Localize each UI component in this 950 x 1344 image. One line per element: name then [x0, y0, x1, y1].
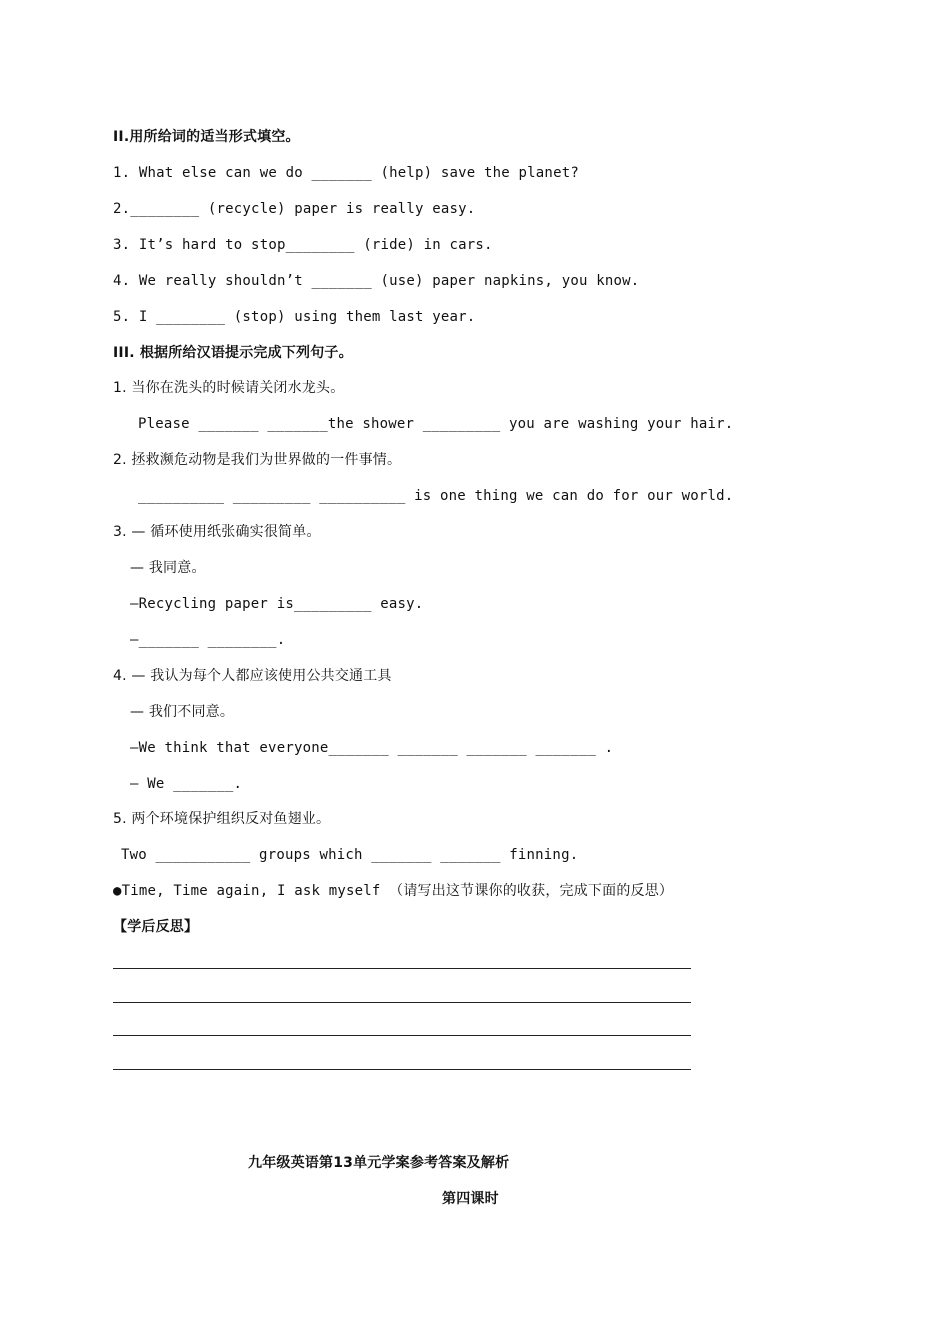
q4-english-line-2: — We _______. — [130, 776, 243, 792]
fill-blank-item-4: 4. We really shouldn’t _______ (use) paper napkins, you know. — [113, 273, 640, 289]
q3-chinese-prompt-1: 3. — 循环使用纸张确实很简单。 — [113, 524, 321, 540]
q4-english-line-1: —We think that everyone_______ _______ _______ _______ . — [130, 740, 614, 756]
reflection-writing-line — [113, 1002, 691, 1003]
q4-chinese-prompt-2: — 我们不同意。 — [130, 704, 235, 720]
section-2-heading: II.用所给词的适当形式填空。 — [113, 129, 300, 145]
answer-key-subtitle: 第四课时 — [442, 1191, 499, 1207]
fill-blank-item-5: 5. I ________ (stop) using them last year. — [113, 309, 476, 325]
fill-blank-item-1: 1. What else can we do _______ (help) save the planet? — [113, 165, 579, 181]
q3-chinese-prompt-2: — 我同意。 — [130, 560, 206, 576]
q2-chinese-prompt: 2. 拯救濒危动物是我们为世界做的一件事情。 — [113, 452, 402, 468]
q3-english-line-1: —Recycling paper is_________ easy. — [130, 596, 424, 612]
q5-chinese-prompt: 5. 两个环境保护组织反对鱼翅业。 — [113, 811, 331, 827]
q1-english-sentence: Please _______ _______the shower _________ you are washing your hair. — [138, 416, 734, 432]
reflection-writing-line — [113, 1069, 691, 1070]
reflection-prompt: ●Time, Time again, I ask myself （请写出这节课你的收获，完成下面的反思） — [113, 883, 674, 899]
reflection-heading: 【学后反思】 — [113, 919, 199, 935]
reflection-writing-line — [113, 1035, 691, 1036]
answer-key-title: 九年级英语第13单元学案参考答案及解析 — [248, 1155, 510, 1171]
fill-blank-item-3: 3. It’s hard to stop________ (ride) in cars. — [113, 237, 493, 253]
section-3-heading: III. 根据所给汉语提示完成下列句子。 — [113, 345, 353, 361]
q2-english-sentence: __________ _________ __________ is one thing we can do for our world. — [138, 488, 734, 504]
q4-chinese-prompt-1: 4. — 我认为每个人都应该使用公共交通工具 — [113, 668, 392, 684]
q1-chinese-prompt: 1. 当你在洗头的时候请关闭水龙头。 — [113, 380, 345, 396]
q3-english-line-2: —_______ ________. — [130, 632, 286, 648]
reflection-writing-line — [113, 968, 691, 969]
fill-blank-item-2: 2.________ (recycle) paper is really easy. — [113, 201, 476, 217]
q5-english-sentence: Two ___________ groups which _______ _______ finning. — [121, 847, 579, 863]
